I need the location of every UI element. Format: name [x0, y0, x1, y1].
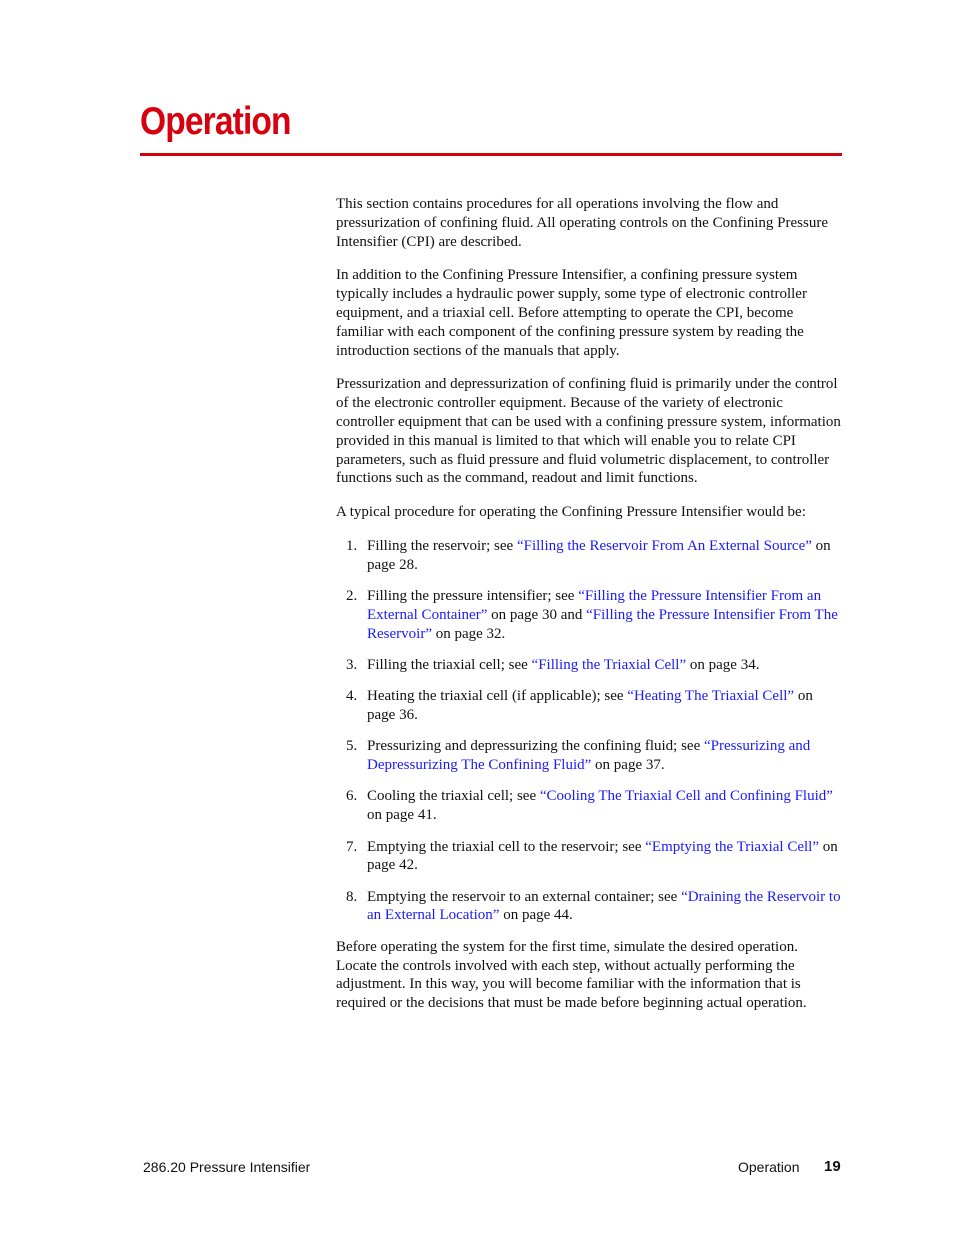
cross-reference-link[interactable]: “Draining the Reservoir to an External Location”	[367, 888, 841, 924]
cross-reference-link[interactable]: “Filling the Triaxial Cell”	[531, 656, 687, 673]
closing-paragraph: Before operating the system for the first time, simulate the desired operation. Locate the controls involved with each step, without actually performing the adjustment. In this way, you will become familiar with the information that is required or the decisions that must be made before beginning actual operation.	[336, 938, 807, 1012]
list-item: 8. Emptying the reservoir to an external container; see “Draining the Reservoir to an External Location” on page 44.	[346, 888, 841, 924]
footer-page-number: 19	[824, 1158, 841, 1175]
page-title: Operation	[140, 100, 291, 143]
cross-reference-link[interactable]: “Filling the Reservoir From An External Source”	[516, 537, 812, 554]
list-item: 4. Heating the triaxial cell (if applicable); see “Heating The Triaxial Cell” on page 36.	[346, 688, 813, 724]
cross-reference-link[interactable]: “Filling the Pressure Intensifier From The Reservoir”	[367, 606, 838, 642]
procedure-intro: A typical procedure for operating the Confining Pressure Intensifier would be:	[336, 504, 806, 521]
cross-reference-link[interactable]: “Pressurizing and Depressurizing The Confining Fluid”	[367, 738, 811, 774]
list-item: 1. Filling the reservoir; see “Filling the Reservoir From An External Source” on page 28.	[346, 537, 831, 573]
list-item: 5. Pressurizing and depressurizing the confining fluid; see “Pressurizing and Depressurizing The Confining Fluid” on page 37.	[346, 738, 811, 774]
list-item: 6. Cooling the triaxial cell; see “Cooling The Triaxial Cell and Confining Fluid” on page 41.	[346, 788, 833, 824]
step-number: 4.	[346, 688, 358, 705]
cross-reference-link[interactable]: “Filling the Pressure Intensifier From an External Container”	[367, 588, 822, 623]
body-text	[336, 195, 842, 1028]
step-number: 6.	[346, 788, 358, 805]
control-paragraph: Pressurization and depressurization of confining fluid is primarily under the control of the electronic controller equipment. Because of the variety of electronic controller equipment that can be used with a confining pressure system, information provided in this manual is limited to that which will enable you to relate CPI parameters, such as fluid pressure and fluid volumetric displacement, to controller functions such as the command, readout and limit functions.	[336, 376, 841, 487]
step-number: 5.	[346, 738, 358, 755]
step-number: 8.	[346, 888, 358, 905]
title-rule	[140, 153, 842, 156]
step-number: 1.	[346, 537, 358, 554]
cross-reference-link[interactable]: “Emptying the Triaxial Cell”	[645, 838, 819, 855]
cross-reference-link[interactable]: “Heating The Triaxial Cell”	[627, 688, 795, 705]
list-item: 3. Filling the triaxial cell; see “Filling the Triaxial Cell” on page 34.	[346, 656, 760, 673]
list-item: 2. Filling the pressure intensifier; see “Filling the Pressure Intensifier From an External Container” on page 30 and “Filling the Pressure Intensifier From The Reservoir” on page 32.	[346, 588, 838, 642]
cross-reference-link[interactable]: “Cooling The Triaxial Cell and Confining Fluid”	[539, 788, 833, 805]
footer-document-title: 286.20 Pressure Intensifier	[143, 1159, 311, 1175]
step-number: 3.	[346, 656, 358, 673]
step-number: 2.	[346, 588, 358, 605]
system-paragraph: In addition to the Confining Pressure Intensifier, a confining pressure system typically includes a hydraulic power supply, some type of electronic controller equipment, and a triaxial cell. Before attempting to operate the CPI, become familiar with each component of the confining pressure system by reading the introduction sections of the manuals that apply.	[336, 267, 807, 359]
intro-paragraph: This section contains procedures for all operations involving the flow and pressurization of confining fluid. All operating controls on the Confining Pressure Intensifier (CPI) are described.	[336, 196, 828, 250]
step-number: 7.	[346, 838, 358, 855]
procedure-list	[336, 537, 842, 925]
footer-section-name: Operation	[738, 1159, 800, 1175]
list-item: 7. Emptying the triaxial cell to the reservoir; see “Emptying the Triaxial Cell” on page 42.	[346, 838, 838, 874]
